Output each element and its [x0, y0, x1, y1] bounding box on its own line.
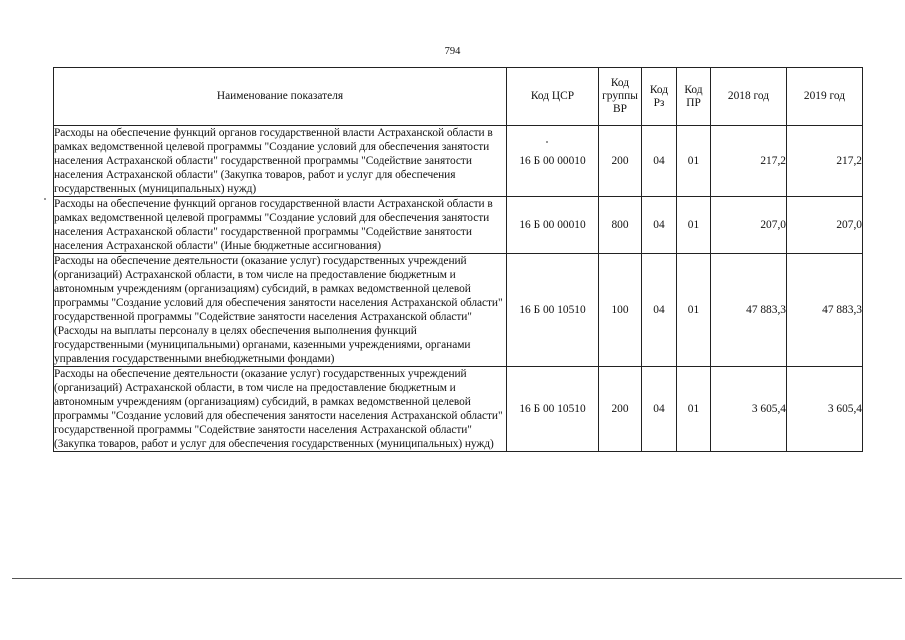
page-number: 794: [444, 46, 461, 57]
row-name: Расходы на обеспечение деятельности (оказание услуг) государственных учреждений (организаций) Астраханской области, в том числе на предоставление бюджетным и автономным учреждениям (организациям) субсидий, в рамках ведомственной целевой программы "Создание условий для обеспечения занятости населения Астраханской области" государственной программы "Содействие занятости населения Астраханской области" (Закупка товаров, работ и услуг для обеспечения государственных (муниципальных) нужд): [54, 367, 507, 452]
header-2019: 2019 год: [787, 68, 863, 126]
header-2018: 2018 год: [711, 68, 787, 126]
header-vr-line3: ВР: [613, 103, 627, 115]
row-pr: 01: [677, 367, 711, 452]
row-csr: 16 Б 00 00010: [507, 126, 599, 197]
table-row: [54, 126, 863, 197]
row-2018: 207,0: [711, 197, 787, 254]
header-rz: [642, 68, 677, 126]
row-csr: 16 Б 00 00010: [507, 197, 599, 254]
header-vr-line1: Код: [610, 77, 630, 89]
row-rz: 04: [642, 197, 677, 254]
header-pr-line1: Код: [684, 83, 703, 96]
row-2019: 217,2: [787, 126, 863, 197]
header-pr-line2: ПР: [686, 96, 701, 109]
row-2018: 3 605,4: [711, 367, 787, 452]
row-2018: 217,2: [711, 126, 787, 197]
row-rz: 04: [642, 126, 677, 197]
row-2018: 47 883,3: [711, 254, 787, 367]
row-vr: 200: [599, 126, 642, 197]
row-rz: 04: [642, 254, 677, 367]
table-row: [54, 367, 863, 452]
header-name: Наименование показателя: [54, 68, 507, 126]
bottom-rule: [12, 578, 902, 579]
row-csr: 16 Б 00 10510: [507, 254, 599, 367]
row-pr: 01: [677, 126, 711, 197]
header-rz-line1: Код: [649, 83, 669, 96]
header-row: [54, 68, 863, 126]
row-pr: 01: [677, 197, 711, 254]
header-vr-line2: группы: [602, 90, 638, 102]
row-vr: 800: [599, 197, 642, 254]
table-row: [54, 197, 863, 254]
header-rz-line2: Рз: [653, 96, 665, 109]
row-name: Расходы на обеспечение функций органов государственной власти Астраханской области в рамках ведомственной целевой программы "Создание условий для обеспечения занятости населения Астраханской области" государственной программы "Содействие занятости населения Астраханской области" (Закупка товаров, работ и услуг для обеспечения государственных (муниципальных) нужд): [54, 126, 507, 197]
row-2019: 3 605,4: [787, 367, 863, 452]
row-rz: 04: [642, 367, 677, 452]
row-vr: 100: [599, 254, 642, 367]
budget-table: [53, 67, 863, 452]
row-name: Расходы на обеспечение функций органов государственной власти Астраханской области в рамках ведомственной целевой программы "Создание условий для обеспечения занятости населения Астраханской области" государственной программы "Содействие занятости населения Астраханской области" (Иные бюджетные ассигнования): [54, 197, 507, 254]
row-pr: 01: [677, 254, 711, 367]
header-vr: [599, 68, 642, 126]
row-csr: 16 Б 00 10510: [507, 367, 599, 452]
header-pr: [677, 68, 711, 126]
scan-speck: [546, 141, 548, 143]
table-row: [54, 254, 863, 367]
row-name: Расходы на обеспечение деятельности (оказание услуг) государственных учреждений (организаций) Астраханской области, в том числе на предоставление бюджетным и автономным учреждениям (организациям) субсидий, в рамках ведомственной целевой программы "Создание условий для обеспечения занятости населения Астраханской области" государственной программы "Содействие занятости населения Астраханской области" (Расходы на выплаты персоналу в целях обеспечения выполнения функций государственными (муниципальными) органами, казенными учреждениями, органами управления государственными внебюджетными фондами): [54, 254, 507, 367]
row-vr: 200: [599, 367, 642, 452]
row-2019: 47 883,3: [787, 254, 863, 367]
header-csr: Код ЦСР: [507, 68, 599, 126]
row-2019: 207,0: [787, 197, 863, 254]
scan-speck: [44, 198, 46, 200]
